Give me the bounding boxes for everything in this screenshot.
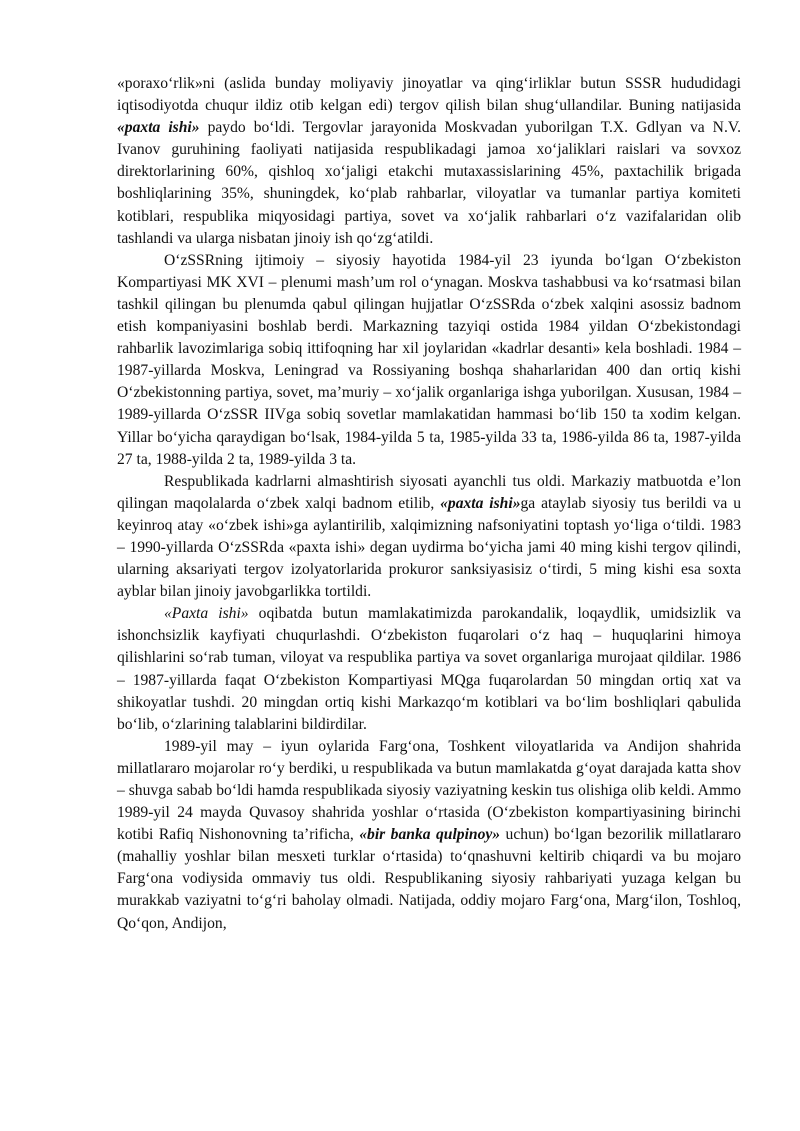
text-run: paydo boʻldi. Tergovlar jarayonida Moskvadan yuborilgan T.X. Gdlyan va N.V. Ivanov guruhining faoliyati natijasida respublikadagi jamoa xoʻjaliklari raislari va sovxoz direktorlarining 60%, qishloq xoʻjaligi etakchi mutaxassislarining 45%, paxtachilik brigada boshliqlarining 35%, shuningdek, koʻplab rahbarlar, viloyatlar va tumanlar partiya komiteti kotiblari, respublika miqyosidagi partiya, sovet va xoʻjalik rahbarlari oʻz vazifalaridan olib tashlandi va ularga nisbatan jinoiy ish qoʻzgʻatildi. [117,119,741,247]
paragraph-1 [117,73,741,250]
paragraph-4 [117,603,741,736]
paragraph-3 [117,471,741,604]
emphasis-run: «paxta ishi» [440,494,521,512]
text-run: OʻzSSRning ijtimoiy – siyosiy hayotida 1984-yil 23 iyunda boʻlgan Oʻzbekiston Kompartiyasi MK XVI – plenumi mashʼum rol oʻynagan. Moskva tashabbusi va koʻrsatmasi bilan tashkil qilingan bu plenumda qabul qilingan hujjatlar OʻzSSRda oʻzbek xalqini asossiz badnom etish kompaniyasini boshlab berdi. Markazning tazyiqi ostida 1984 yildan Oʻzbekistondagi rahbarlik lavozimlariga sobiq ittifoqning har xil joylaridan «kadrlar desanti» kela boshladi. 1984 – 1987-yillarda Moskva, Leningrad va Rossiyaning boshqa shaharlaridan 400 dan ortiq kishi Oʻzbekistonning partiya, sovet, maʼmuriy – xoʻjalik organlariga ishga yuborilgan. Xususan, 1984 – 1989-yillarda OʻzSSR IIVga sobiq sovetlar mamlakatidan hammasi boʻlib 150 ta xodim kelgan. Yillar boʻyicha qaraydigan boʻlsak, 1984-yilda 5 ta, 1985-yilda 33 ta, 1986-yilda 86 ta, 1987-yilda 27 ta, 1988-yilda 2 ta, 1989-yilda 3 ta. [117,251,741,468]
italic-run: «Paxta ishi» [164,605,249,623]
text-run: 1989-yil may – iyun oylarida Fargʻona, Toshkent viloyatlarida va Andijon shahrida millatlararo mojarolar roʻy berdiki, u respublikada va butun mamlakatda gʻoyat darajada katta shov – shuvga sabab boʻldi hamda respublikada siyosiy vaziyatning keskin tus olishiga olib keldi. Ammo 1989-yil 24 mayda Quvasoy shahrida yoshlar oʻrtasida (Oʻzbekiston kompartiyasining birinchi kotibi Rafiq Nishonovning taʼrificha, [117,737,741,844]
emphasis-run: «bir banka qulpinoy» [359,826,501,844]
text-run: «poraxoʻrlik»ni (aslida bunday moliyaviy jinoyatlar va qingʻirliklar butun SSSR hududidagi iqtisodiyotda chuqur ildiz otib kelgan edi) tergov qilish bilan shugʻullandilar. Buning natijasida [117,75,741,115]
text-run: ga ataylab siyosiy tus berildi va u keyinroq atay «oʻzbek ishi»ga aylantirilib, xalqimizning nafsoniyatini toptash yoʻliga oʻtildi. 1983 – 1990-yillarda OʻzSSRda «paxta ishi» degan uydirma boʻyicha jami 40 ming kishi tergov qilindi, ularning aksariyati tergov izolyatorlarida prokuror sanksiyasisiz oʻtirdi, 5 ming kishi esa soxta ayblar bilan jinoiy javobgarlikka tortildi. [117,494,741,601]
paragraph-5 [117,736,741,935]
paragraph-2 [117,250,741,471]
text-run: Respublikada kadrlarni almashtirish siyosati ayanchli tus oldi. Markaziy matbuotda eʼlon qilingan maqolalarda oʻzbek xalqi badnom etilib, [117,472,741,512]
text-run: oqibatda butun mamlakatimizda parokandalik, loqaydlik, umidsizlik va ishonchsizlik kayfiyati chuqurlashdi. Oʻzbekiston fuqarolari oʻz haq – huquqlarini himoya qilishlarini soʻrab tuman, viloyat va respublika partiya va sovet organlariga murojaat qildilar. 1986 – 1987-yillarda faqat Oʻzbekiston Kompartiyasi MQga fuqarolardan 50 mingdan ortiq xat va shikoyatlar tushdi. 20 mingdan ortiq kishi Markazqoʻm kotiblari va boʻlim boshliqlari qabulida boʻlib, oʻzlarining talablarini bildirdilar. [117,605,741,733]
emphasis-run: «paxta ishi» [117,119,200,137]
document-page [117,73,741,935]
text-run: uchun) boʻlgan bezorilik millatlararo (mahalliy yoshlar bilan mesxeti turklar oʻrtasida) toʻqnashuvni keltirib chiqardi va bu mojaro Fargʻona vodiysida ommaviy tus oldi. Respublikaning siyosiy rahbariyati yuzaga kelgan bu murakkab vaziyatni toʻgʻri baholay olmadi. Natijada, oddiy mojaro Fargʻona, Margʻilon, Toshloq, Qoʻqon, Andijon, [117,826,741,932]
